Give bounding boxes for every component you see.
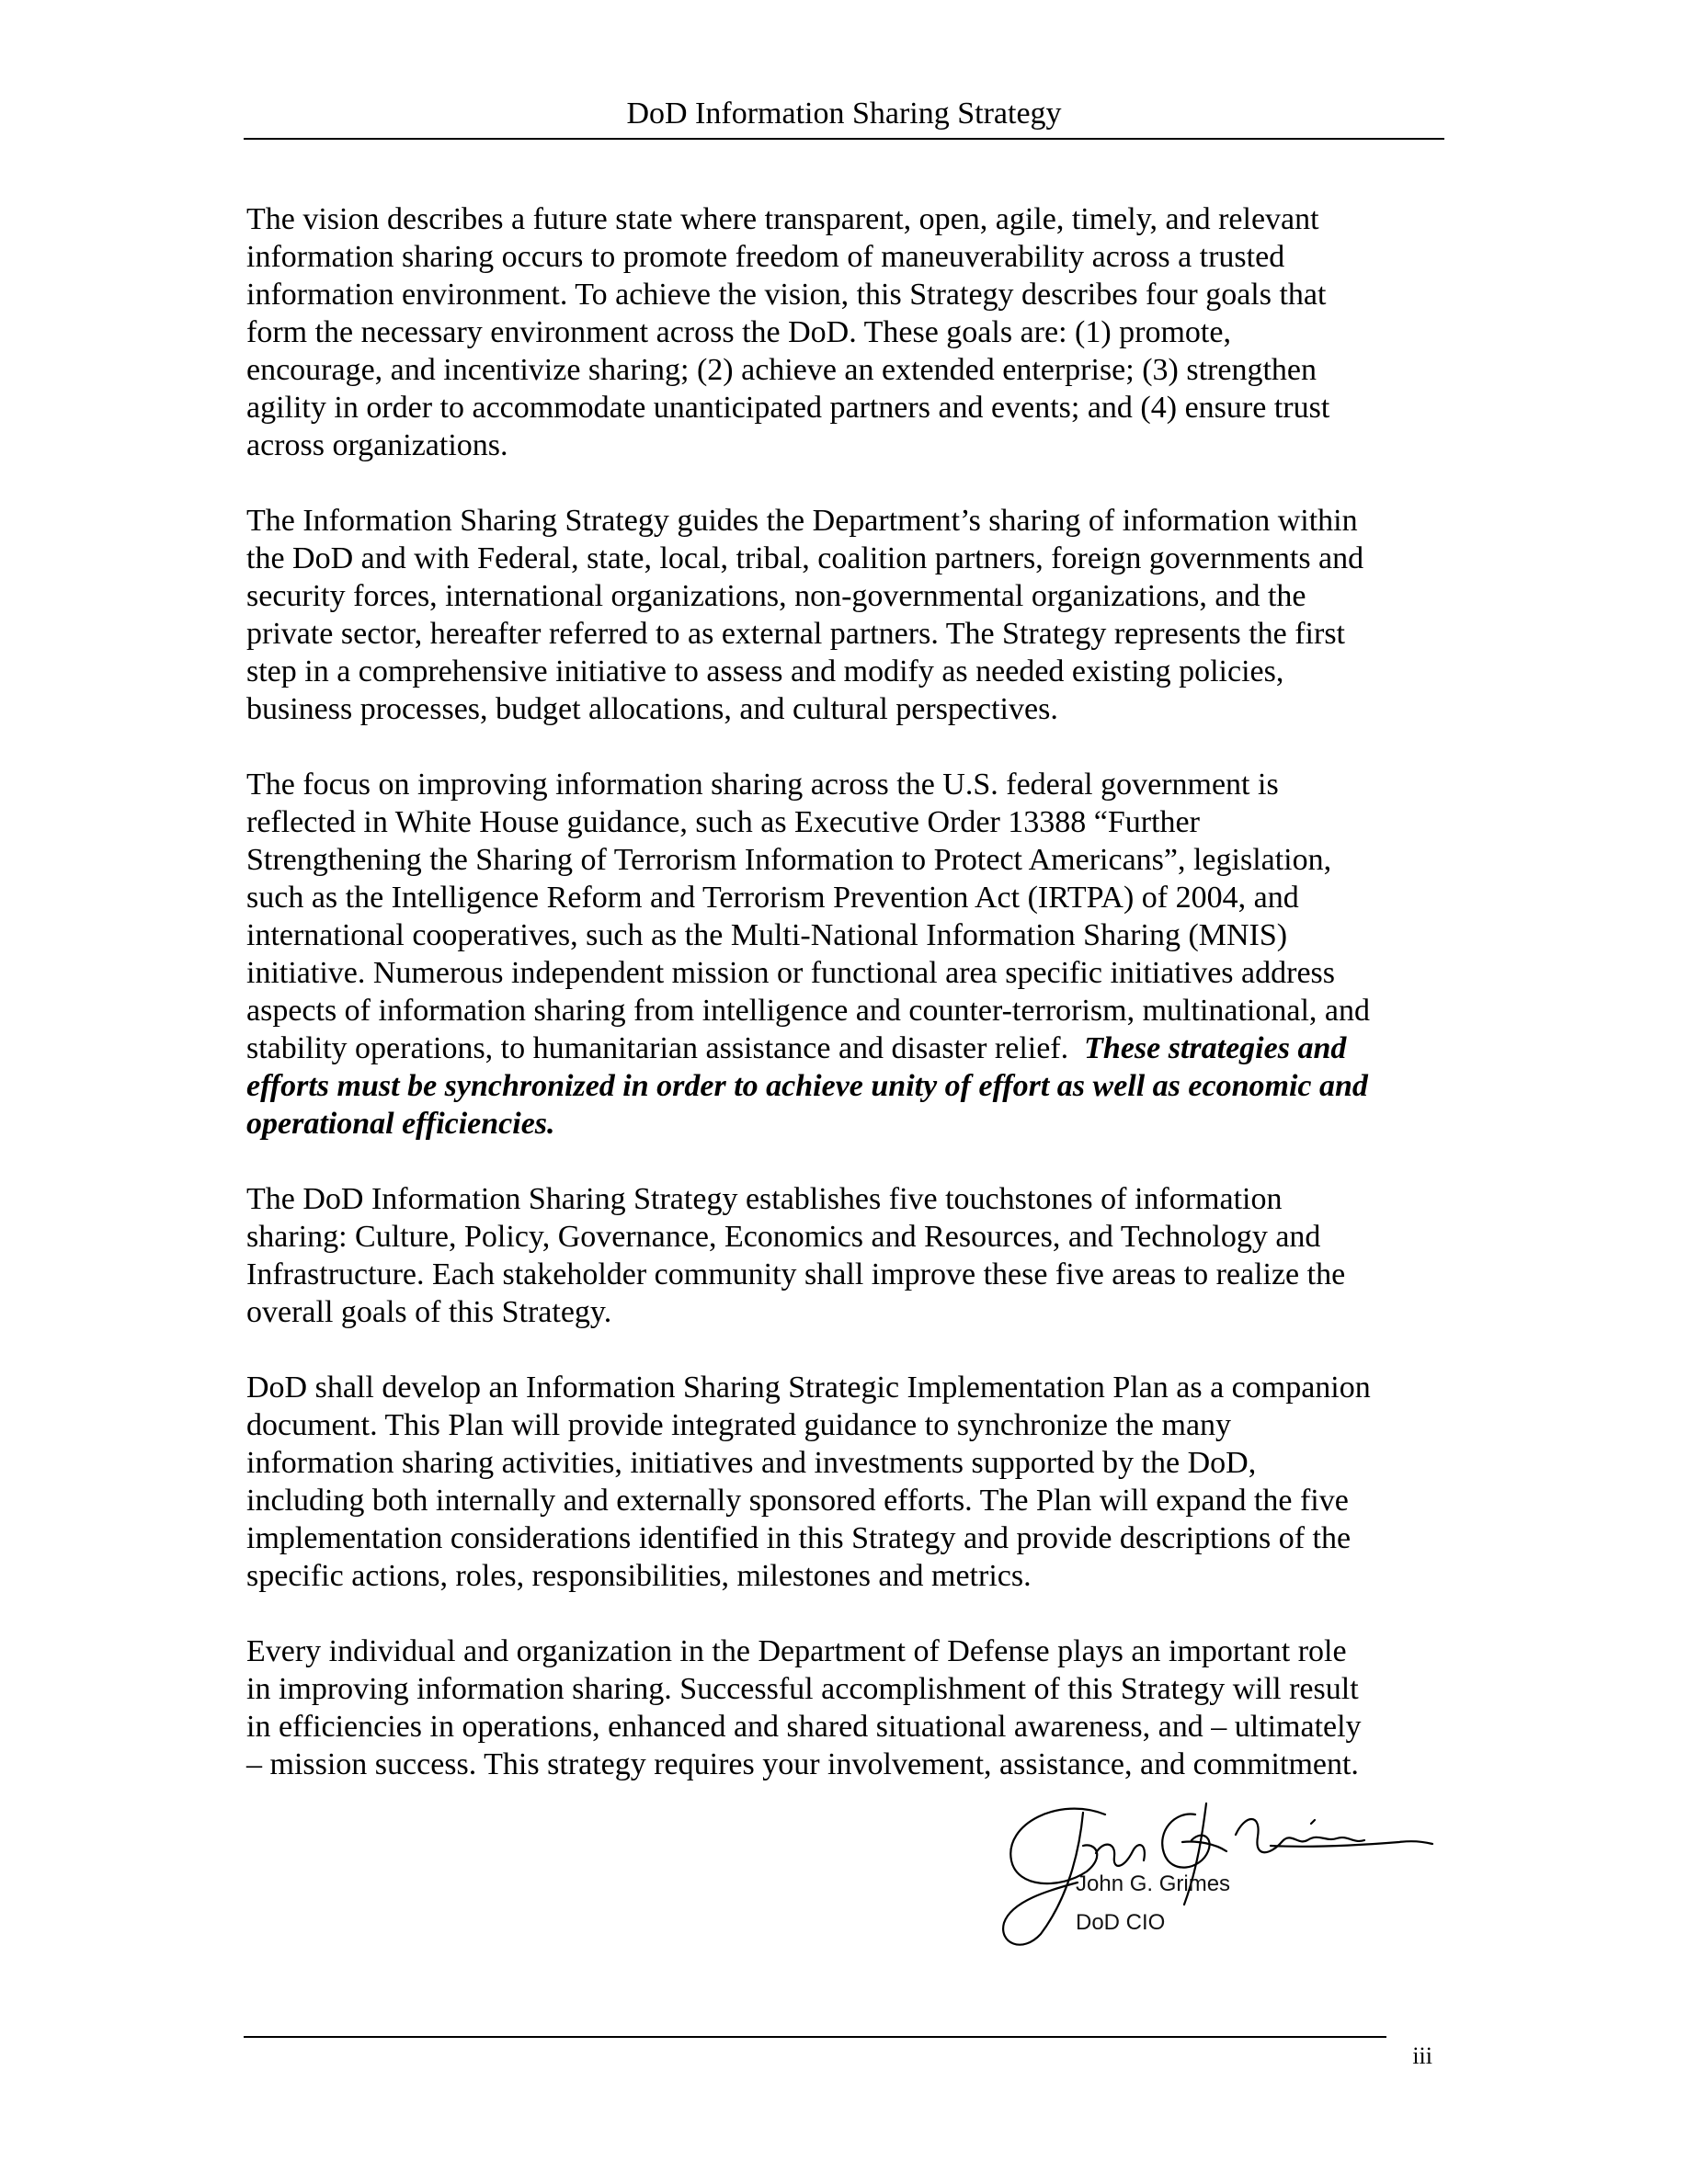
text-line: including both internally and externally sponsored efforts. The Plan will expand the five [246, 1484, 1349, 1518]
text-line: encourage, and incentivize sharing; (2) achieve an extended enterprise; (3) strengthen [246, 353, 1317, 387]
paragraph-guidance [246, 502, 1445, 728]
text-line: DoD shall develop an Information Sharing Strategic Implementation Plan as a companion [246, 1371, 1371, 1405]
signatory-name: John G. Grimes [1076, 1871, 1231, 1896]
paragraph-focus [246, 766, 1445, 1143]
text-line: reflected in White House guidance, such as Executive Order 13388 “Further [246, 805, 1200, 839]
emphasis-line: efforts must be synchronized in order to achieve unity of effort as well as economic and [246, 1069, 1368, 1103]
emphasis-line: operational efficiencies. [246, 1107, 555, 1141]
header-divider [244, 138, 1444, 140]
text-line: security forces, international organizations, non-governmental organizations, and the [246, 579, 1306, 613]
text-line: The vision describes a future state where transparent, open, agile, timely, and relevant [246, 202, 1319, 236]
text-line: in improving information sharing. Successful accomplishment of this Strategy will result [246, 1672, 1359, 1706]
text-line: Every individual and organization in the Department of Defense plays an important role [246, 1634, 1347, 1668]
text-line: The DoD Information Sharing Strategy establishes five touchstones of information [246, 1182, 1283, 1216]
paragraph-closing [246, 1632, 1445, 1783]
signatory-title: DoD CIO [1076, 1910, 1166, 1935]
body-text [246, 200, 1445, 1821]
emphasis-text: These strategies and [1084, 1031, 1347, 1065]
page-number: iii [1412, 2042, 1432, 2069]
text-line: implementation considerations identified in this Strategy and provide descriptions of the [246, 1521, 1352, 1555]
text-line: information sharing activities, initiatives and investments supported by the DoD, [246, 1446, 1257, 1480]
text-line: The focus on improving information sharing across the U.S. federal government is [246, 768, 1279, 802]
text-line: initiative. Numerous independent mission or functional area specific initiatives address [246, 956, 1336, 990]
text-segment: stability operations, to humanitarian assistance and disaster relief. [246, 1031, 1085, 1065]
text-line: agility in order to accommodate unanticipated partners and events; and (4) ensure trust [246, 391, 1330, 425]
text-line: in efficiencies in operations, enhanced and shared situational awareness, and – ultimately [246, 1710, 1362, 1744]
text-line: international cooperatives, such as the Multi-National Information Sharing (MNIS) [246, 918, 1288, 952]
running-header-title: DoD Information Sharing Strategy [626, 97, 1062, 131]
signature-block [995, 1787, 1436, 1952]
text-line: Strengthening the Sharing of Terrorism Information to Protect Americans”, legislation, [246, 843, 1332, 877]
mixed-text-line [246, 1029, 1445, 1067]
text-line: The Information Sharing Strategy guides the Department’s sharing of information within [246, 504, 1358, 538]
text-line: step in a comprehensive initiative to assess and modify as needed existing policies, [246, 654, 1284, 688]
text-line: such as the Intelligence Reform and Terrorism Prevention Act (IRTPA) of 2004, and [246, 881, 1299, 915]
paragraph-touchstones [246, 1180, 1445, 1331]
text-line: sharing: Culture, Policy, Governance, Economics and Resources, and Technology and [246, 1220, 1321, 1254]
handwritten-signature [995, 1787, 1436, 1952]
paragraph-vision [246, 200, 1445, 464]
text-line: information environment. To achieve the vision, this Strategy describes four goals that [246, 278, 1327, 312]
paragraph-implementation-plan [246, 1369, 1445, 1595]
text-line: specific actions, roles, responsibilities, milestones and metrics. [246, 1559, 1032, 1593]
text-line: overall goals of this Strategy. [246, 1295, 612, 1329]
text-line: Infrastructure. Each stakeholder community shall improve these five areas to realize the [246, 1257, 1346, 1291]
text-line: private sector, hereafter referred to as external partners. The Strategy represents the first [246, 617, 1345, 651]
text-line: across organizations. [246, 428, 508, 462]
text-line: document. This Plan will provide integrated guidance to synchronize the many [246, 1408, 1232, 1442]
text-line: – mission success. This strategy requires your involvement, assistance, and commitment. [246, 1747, 1359, 1781]
footer-divider [244, 2036, 1386, 2038]
text-line: business processes, budget allocations, and cultural perspectives. [246, 692, 1058, 726]
text-line: aspects of information sharing from intelligence and counter-terrorism, multinational, and [246, 994, 1371, 1028]
text-line: information sharing occurs to promote freedom of maneuverability across a trusted [246, 240, 1285, 274]
text-line: form the necessary environment across the DoD. These goals are: (1) promote, [246, 315, 1231, 349]
text-line: the DoD and with Federal, state, local, tribal, coalition partners, foreign governments and [246, 541, 1364, 575]
